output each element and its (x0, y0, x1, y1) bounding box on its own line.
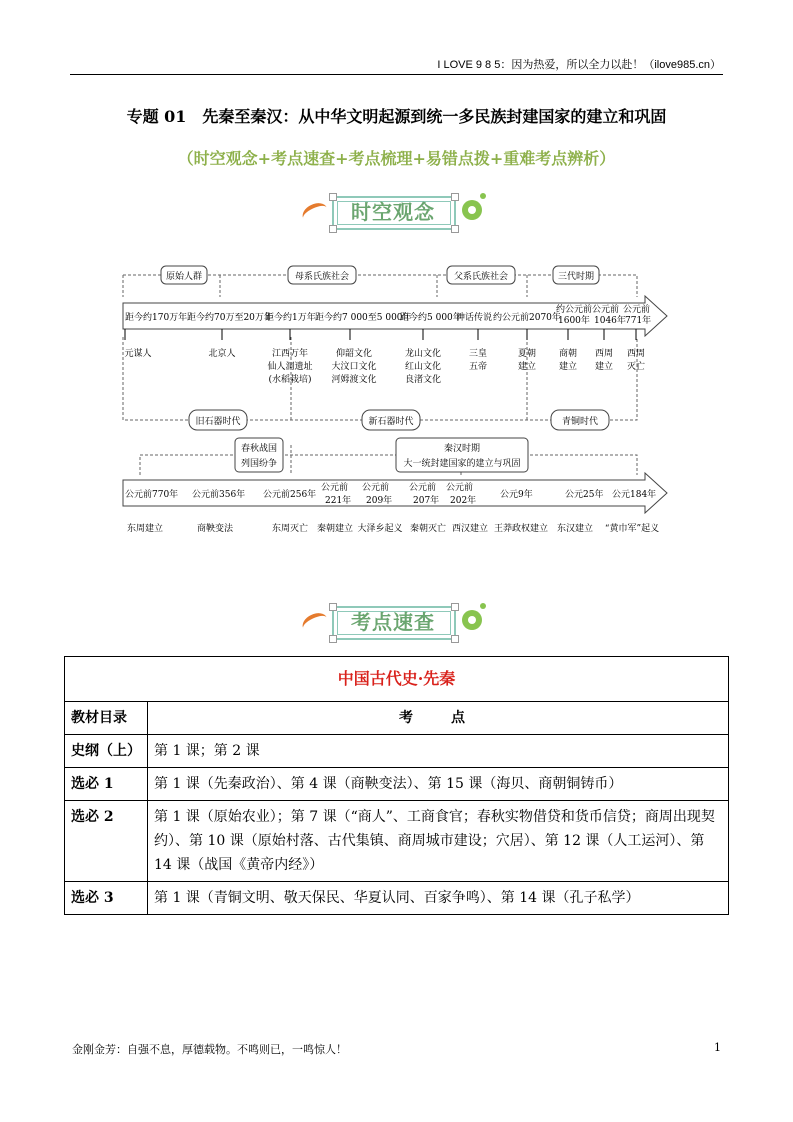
event-label: 王莽政权建立 (493, 524, 549, 534)
date-label: 202年 (450, 496, 477, 506)
row-label: 选必 2 (65, 801, 148, 882)
date-label: 距今约1万年 (265, 313, 316, 323)
corner-square-icon (451, 635, 459, 643)
circle-icon (462, 610, 482, 630)
date-label: 207年 (413, 496, 440, 506)
date-label: 公元前 (321, 483, 349, 493)
date-label: 771年 (625, 316, 652, 326)
date-label: 公元前356年 (192, 490, 246, 500)
event-label: 仙人洞遗址 (267, 362, 313, 372)
date-label: 距今约170万年 (125, 313, 188, 323)
event-label: 建立 (517, 362, 537, 372)
event-label: 东周灭亡 (271, 524, 309, 534)
period-label: 大一统封建国家的建立与巩固 (403, 459, 521, 469)
kaodian-table (64, 656, 729, 915)
date-label: 1046年 (594, 316, 626, 326)
event-label: 东周建立 (126, 524, 164, 534)
event-label: 西周 (594, 349, 614, 359)
date-label: 公元前 (592, 305, 620, 315)
page-header: I LOVE 9 8 5：因为热爱，所以全力以赴！（ilove985.cn） (437, 59, 721, 71)
page-number: 1 (714, 1041, 721, 1054)
table-row (65, 735, 729, 768)
period-label: 三代时期 (557, 272, 595, 282)
date-label: 公元184年 (612, 490, 657, 500)
row-label: 史纲（上） (65, 735, 148, 768)
period-label: 春秋战国 (240, 444, 278, 454)
age-label: 旧石器时代 (195, 417, 241, 427)
event-label: 秦朝建立 (316, 524, 354, 534)
dot-icon (480, 603, 486, 609)
row-content: 第 1 课；第 2 课 (148, 735, 729, 768)
page-subtitle: （时空观念+考点速查+考点梳理+易错点拨+重难考点辨析） (177, 149, 616, 168)
event-label: 三皇 (468, 349, 488, 359)
event-label: 东汉建立 (556, 524, 594, 534)
period-label: 秦汉时期 (443, 444, 481, 454)
event-label: 大汶口文化 (331, 362, 377, 372)
row-label: 选必 1 (65, 768, 148, 801)
date-label: 209年 (366, 496, 393, 506)
event-label: 西汉建立 (451, 524, 489, 534)
page-title: 专题 01 先秦至秦汉：从中华文明起源到统一多民族封建国家的建立和巩固 (126, 107, 667, 126)
age-label: 新石器时代 (368, 417, 414, 427)
date-label: 公元9年 (500, 490, 533, 500)
row-content: 第 1 课（原始农业）；第 7 课（“商人”、工商食官；春秋实物借贷和货币信贷；商周出现契约）、第 10 课（原始村落、古代集镇、商周城市建设；穴居）、第 12 课（人工运河）、第 14 课（战国《黄帝内经》） (148, 801, 729, 882)
event-label: 建立 (558, 362, 578, 372)
timeline-diagram (0, 0, 793, 560)
table-caption: 中国古代史·先秦 (65, 657, 729, 702)
period-label: 列国纷争 (240, 459, 278, 469)
date-label: 1600年 (558, 316, 590, 326)
event-label: 红山文化 (404, 362, 442, 372)
date-label: 公元25年 (565, 490, 604, 500)
date-label: 距今约7 000至5 000年 (315, 313, 412, 323)
event-label: 元谋人 (124, 349, 152, 359)
event-label: 五帝 (468, 362, 488, 372)
event-label: 夏朝 (517, 349, 537, 359)
row-content: 第 1 课（先秦政治）、第 4 课（商鞅变法）、第 15 课（海贝、商朝铜铸币） (148, 768, 729, 801)
event-label: 西周 (626, 349, 646, 359)
date-label: 距今约70万至20万年 (187, 313, 273, 323)
event-label: 龙山文化 (404, 349, 442, 359)
date-label: 公元前 (409, 483, 437, 493)
date-label: 公元前256年 (263, 490, 317, 500)
age-label: 青铜时代 (561, 417, 599, 427)
date-label: 221年 (325, 496, 352, 506)
badge-kaodian (298, 600, 488, 650)
corner-square-icon (329, 635, 337, 643)
period-label: 父系氏族社会 (453, 272, 509, 282)
table-row (65, 768, 729, 801)
date-label: 神话传说 (456, 313, 493, 323)
event-label: 秦朝灭亡 (409, 524, 447, 534)
col-header-points: 考 点 (148, 702, 729, 735)
date-label: 公元前 (362, 483, 390, 493)
event-label: 北京人 (208, 349, 236, 359)
date-label: 公元前 (446, 483, 474, 493)
event-label: 建立 (594, 362, 614, 372)
event-label: 商朝 (558, 349, 578, 359)
date-label: 距今约5 000年 (400, 313, 462, 323)
date-label: 约公元前 (556, 305, 593, 315)
event-label: 河姆渡文化 (331, 375, 377, 385)
date-label: 约公元前2070年 (493, 313, 561, 323)
row-content: 第 1 课（青铜文明、敬天保民、华夏认同、百家争鸣）、第 14 课（孔子私学） (148, 882, 729, 915)
badge-label: 考点速查 (351, 610, 435, 634)
date-label: 公元前 (623, 305, 651, 315)
date-label: 公元前770年 (125, 490, 179, 500)
event-label: 仰韶文化 (335, 349, 373, 359)
col-header-catalog: 教材目录 (65, 702, 148, 735)
event-label: 江西万年 (271, 349, 309, 359)
row-label: 选必 3 (65, 882, 148, 915)
event-label: 灭亡 (626, 362, 646, 372)
badge-label: 时空观念 (351, 200, 435, 224)
period-label: 母系氏族社会 (294, 272, 350, 282)
event-label: (水稻栽培) (268, 375, 312, 385)
event-label: 商鞅变法 (196, 524, 234, 534)
event-label: 良渚文化 (404, 375, 442, 385)
event-label: “黄巾军”起义 (604, 524, 660, 534)
event-label: 大泽乡起义 (357, 524, 403, 534)
footer-motto: 金刚金芳：自强不息，厚德载物。不鸣则已，一鸣惊人！ (72, 1043, 347, 1056)
table-row (65, 882, 729, 915)
table-row (65, 801, 729, 882)
period-label: 原始人群 (165, 272, 203, 282)
